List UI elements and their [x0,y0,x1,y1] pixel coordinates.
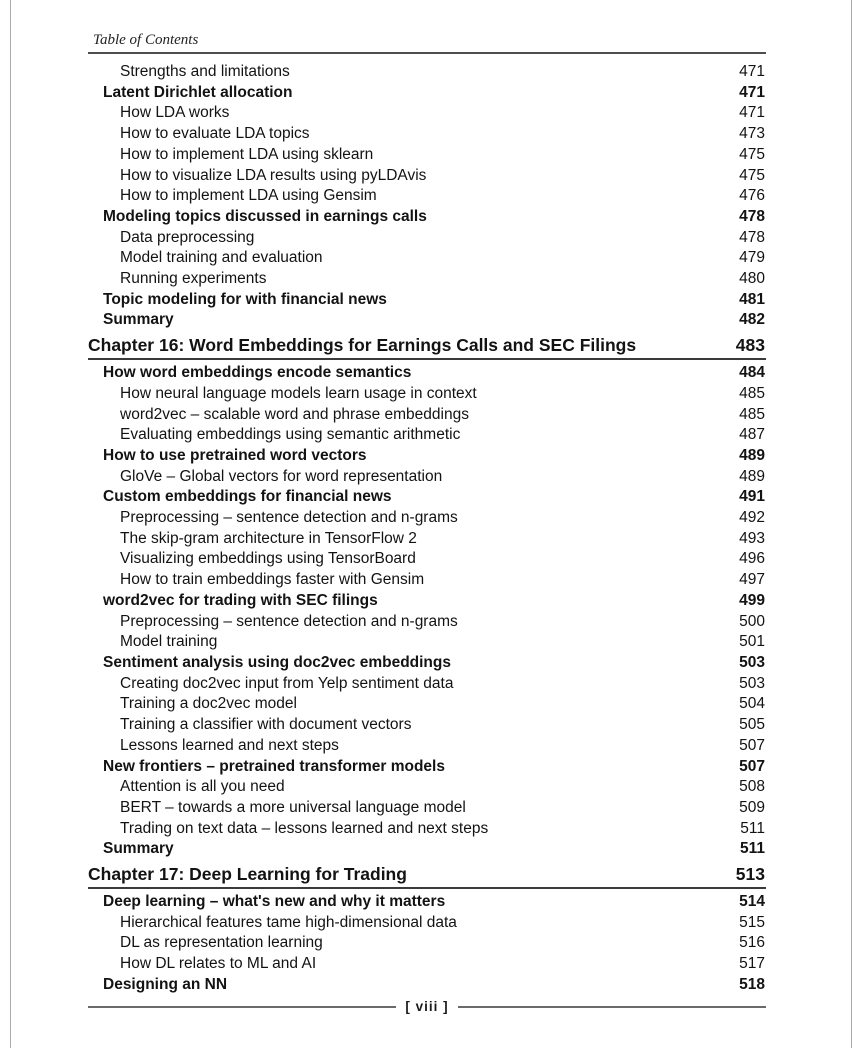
toc-entry[interactable] [88,975,766,996]
toc-entry[interactable] [88,632,766,653]
toc-entry[interactable] [88,310,766,331]
toc-entry-label[interactable]: How to visualize LDA results using pyLDAvis [120,166,427,184]
toc-entry-label[interactable]: Creating doc2vec input from Yelp sentiment data [120,674,454,692]
toc-entry-label[interactable]: How neural language models learn usage in context [120,384,477,402]
toc-entry-label[interactable]: GloVe – Global vectors for word representation [120,467,443,485]
toc-entry-label[interactable]: Designing an NN [103,975,228,993]
toc-entry[interactable] [88,653,766,674]
toc-entry-label[interactable]: How DL relates to ML and AI [120,955,317,973]
toc-entry[interactable] [88,839,766,860]
toc-entry-page: 493 [739,529,765,547]
toc-entry-label[interactable]: Chapter 16: Word Embeddings for Earnings Calls and SEC Filings [88,335,637,356]
toc-entry[interactable] [88,913,766,934]
toc-entry[interactable] [88,954,766,975]
toc-entry-page: 478 [739,228,765,246]
toc-entry-label[interactable]: Preprocessing – sentence detection and n-grams [120,612,458,630]
toc-entry-label[interactable]: Chapter 17: Deep Learning for Trading [88,864,407,885]
toc-entry-page: 487 [739,426,765,444]
toc-entry-label[interactable]: How to use pretrained word vectors [103,446,367,464]
toc-entry-page: 515 [739,913,765,931]
toc-entry-page: 503 [739,674,765,692]
toc-entry[interactable] [88,363,766,384]
toc-entry[interactable] [88,446,766,467]
toc-entry[interactable] [88,269,766,290]
toc-entry-page: 475 [739,166,765,184]
toc-entry-page: 513 [735,864,765,885]
toc-entry-page: 489 [739,446,765,464]
toc-entry-label[interactable]: Deep learning – what's new and why it matters [103,893,446,911]
toc-entry[interactable] [88,103,766,124]
footer-page-number: [ viii ] [405,999,449,1014]
toc-entry[interactable] [88,384,766,405]
toc-entry[interactable] [88,487,766,508]
toc-entry[interactable] [88,694,766,715]
toc-entry[interactable] [88,83,766,104]
toc-entry-page: 509 [739,798,765,816]
toc-entry-label[interactable]: Hierarchical features tame high-dimensional data [120,913,457,931]
toc-entry-label[interactable]: Visualizing embeddings using TensorBoard [120,550,416,568]
toc-entry-label[interactable]: Modeling topics discussed in earnings calls [103,207,427,225]
header-title: Table of Contents [93,32,199,48]
toc-entry[interactable] [88,798,766,819]
toc-entry[interactable] [88,570,766,591]
toc-entry-page: 505 [739,716,765,734]
page-header [88,31,766,54]
toc-entry-page: 503 [739,653,765,671]
toc-entry[interactable] [88,508,766,529]
footer-rule-left [88,1006,396,1008]
toc-entry-label[interactable]: Data preprocessing [120,228,255,246]
toc-entry-label[interactable]: Trading on text data – lessons learned and next steps [120,819,489,837]
toc-entry-label[interactable]: Lessons learned and next steps [120,736,339,754]
toc-entry-label[interactable]: New frontiers – pretrained transformer models [103,757,445,775]
toc-entry-label[interactable]: Sentiment analysis using doc2vec embeddings [103,653,451,671]
toc-entry-label[interactable]: Latent Dirichlet allocation [103,83,293,101]
toc-entry[interactable] [88,591,766,612]
toc-entry-page: 473 [739,125,765,143]
toc-entry-label[interactable]: Training a doc2vec model [120,695,297,713]
toc-entry-page: 481 [739,290,765,308]
toc-entry-label[interactable]: Model training and evaluation [120,249,323,267]
toc-entry-label[interactable]: Summary [103,840,174,858]
toc-entry-page: 475 [739,145,765,163]
toc-entry-page: 516 [739,934,765,952]
page-edge-right [851,0,852,1048]
toc-entry-page: 483 [735,335,765,356]
toc-entry-label[interactable]: word2vec for trading with SEC filings [103,591,378,609]
toc-entry-label[interactable]: Custom embeddings for financial news [103,488,392,506]
toc-entry-page: 476 [739,187,765,205]
page-edge-left [10,0,11,1048]
toc-entry-page: 501 [739,633,765,651]
toc-entry-label[interactable]: Model training [120,633,218,651]
toc-entry[interactable] [88,334,766,360]
toc-entry-page: 496 [739,550,765,568]
toc-entry[interactable] [88,467,766,488]
toc-entry-page: 492 [739,509,765,527]
toc-entry-page: 507 [739,757,765,775]
toc-entry[interactable] [88,207,766,228]
toc-entry-page: 500 [739,612,765,630]
toc-entry-page: 507 [739,736,765,754]
toc-entry-page: 489 [739,467,765,485]
toc-entry-label[interactable]: How to evaluate LDA topics [120,125,310,143]
toc-entry-page: 517 [739,955,765,973]
toc-entry-page: 485 [739,405,765,423]
toc-entry-page: 518 [739,975,765,993]
toc-entry-page: 478 [739,207,765,225]
toc-entry[interactable] [88,62,766,83]
toc-entry[interactable] [88,863,766,889]
toc-entry-page: 499 [739,591,765,609]
toc-entry-page: 471 [739,104,765,122]
toc-entry[interactable] [88,145,766,166]
toc-entry-page: 471 [739,83,765,101]
toc-entry-label[interactable]: Training a classifier with document vectors [120,716,412,734]
toc-entry-page: 504 [739,695,765,713]
toc-entry[interactable] [88,228,766,249]
toc-entry-label[interactable]: BERT – towards a more universal language model [120,798,466,816]
toc-entry-page: 480 [739,270,765,288]
toc-entry[interactable] [88,736,766,757]
toc-entry-label[interactable]: Summary [103,311,174,329]
toc-list [88,62,766,996]
toc-entry-label[interactable]: How to train embeddings faster with Gensim [120,571,425,589]
toc-entry-page: 511 [739,840,765,858]
toc-entry-page: 508 [739,778,765,796]
toc-entry-label[interactable]: Attention is all you need [120,778,285,796]
toc-entry[interactable] [88,674,766,695]
toc-entry-label[interactable]: DL as representation learning [120,934,323,952]
footer-rule-right [458,1006,766,1008]
toc-entry[interactable] [88,757,766,778]
toc-entry[interactable] [88,186,766,207]
toc-entry-label[interactable]: How to implement LDA using sklearn [120,145,374,163]
toc-entry[interactable] [88,933,766,954]
toc-entry-page: 491 [739,488,765,506]
toc-entry[interactable] [88,777,766,798]
toc-entry[interactable] [88,612,766,633]
toc-entry-page: 511 [740,819,765,837]
toc-entry[interactable] [88,529,766,550]
toc-entry-label[interactable]: Topic modeling for with financial news [103,290,387,308]
toc-entry[interactable] [88,715,766,736]
toc-entry-label[interactable]: The skip-gram architecture in TensorFlow 2 [120,529,417,547]
toc-entry-page: 485 [739,384,765,402]
toc-entry[interactable] [88,819,766,840]
toc-entry-page: 484 [739,364,765,382]
toc-entry-label[interactable]: How LDA works [120,104,230,122]
toc-entry[interactable] [88,425,766,446]
toc-entry[interactable] [88,892,766,913]
toc-entry[interactable] [88,166,766,187]
toc-entry-label[interactable]: word2vec – scalable word and phrase embeddings [120,405,469,423]
toc-entry[interactable] [88,290,766,311]
toc-entry[interactable] [88,124,766,145]
toc-entry-label[interactable]: Running experiments [120,270,267,288]
toc-entry-label[interactable]: How word embeddings encode semantics [103,364,412,382]
toc-entry-label[interactable]: Strengths and limitations [120,63,290,80]
toc-entry-label[interactable]: Preprocessing – sentence detection and n-grams [120,509,458,527]
toc-entry-label[interactable]: How to implement LDA using Gensim [120,187,377,205]
toc-entry-page: 479 [739,249,765,267]
toc-entry-page: 471 [739,63,765,80]
toc-entry[interactable] [88,405,766,426]
toc-entry-page: 514 [739,893,765,911]
page-footer [88,999,766,1014]
toc-entry-page: 497 [739,571,765,589]
toc-entry-page: 482 [739,311,765,329]
toc-entry[interactable] [88,549,766,570]
toc-entry[interactable] [88,248,766,269]
toc-entry-label[interactable]: Evaluating embeddings using semantic arithmetic [120,426,461,444]
